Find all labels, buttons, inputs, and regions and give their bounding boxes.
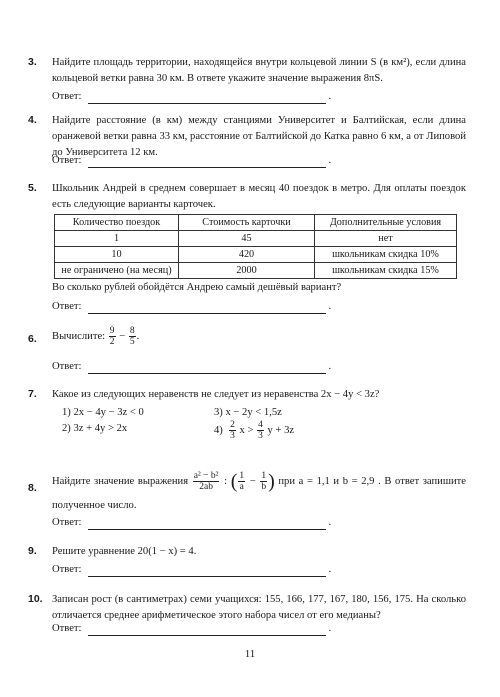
answer-line-10[interactable]: [88, 625, 326, 636]
question-3-text: Найдите площадь территории, находящейся внутри кольцевой линии S (в км²), если длина кольцевой ветки равна 30 км. В ответе укажите значение выражения 8πS.: [52, 57, 466, 84]
answer-label: Ответ:: [52, 564, 82, 575]
option-2: 2) 3z + 4y > 2x: [62, 423, 128, 434]
fraction: $\frac{2}{3}$: [230, 420, 235, 441]
table-row: [55, 247, 457, 263]
question-6-number: 6.: [28, 333, 37, 345]
table-cell: 10: [55, 247, 179, 263]
question-5-question: Во сколько рублей обойдётся Андрею самый дешёвый вариант?: [52, 282, 342, 293]
answer-label: Ответ:: [52, 301, 82, 312]
answer-row-9: Ответ: .: [52, 564, 332, 575]
table-cell: 1: [55, 231, 179, 247]
answer-line-3[interactable]: [88, 93, 326, 104]
question-7-number: 7.: [28, 388, 37, 400]
fraction: $\frac{9}{2}$: [109, 326, 115, 348]
answer-label: Ответ:: [52, 91, 82, 102]
answer-line-5[interactable]: [88, 303, 326, 314]
answer-label: Ответ:: [52, 361, 82, 372]
answer-line-8[interactable]: [88, 519, 326, 530]
question-5-number: 5.: [28, 182, 37, 194]
answer-row-10: Ответ: .: [52, 623, 332, 634]
answer-row-6: Ответ: .: [52, 361, 332, 372]
table-cell: нет: [315, 231, 457, 247]
table-header: Стоимость карточки: [179, 215, 315, 231]
table-cell: 2000: [179, 263, 315, 279]
fraction: $\frac{\text{a² − b²}}{2ab}$: [193, 471, 219, 493]
question-6-text: Вычислите: $\frac{9}{2}$ − $\frac{8}{5}$ .: [52, 326, 140, 348]
table-header: Дополнительные условия: [315, 215, 457, 231]
table-header-row: [55, 215, 457, 231]
question-8-number: 8.: [28, 482, 37, 494]
option-1: 1) 2x − 4y − 3z < 0: [62, 407, 144, 418]
table-header: Количество поездок: [55, 215, 179, 231]
answer-label: Ответ:: [52, 623, 82, 634]
table-cell: 45: [179, 231, 315, 247]
question-7-text: Какое из следующих неравенств не следует из неравенства 2x − 4y < 3z?: [52, 389, 380, 400]
fraction: $\frac{1}{a}$: [239, 471, 245, 493]
table-row: [55, 231, 457, 247]
table-row: [55, 263, 457, 279]
question-8-text: Найдите значение выражения $\frac{\text{a² − b²}}{2ab}$ : ( $\frac{1}{a}$ − $\frac{1}{b}$ ) при a = 1,1 и b = 2,9 . В ответ запишите полученное число.: [52, 470, 466, 511]
answer-line-9[interactable]: [88, 566, 326, 577]
question-3-number: 3.: [28, 56, 37, 68]
fraction: $\frac{4}{3}$: [258, 420, 263, 441]
answer-row-8: Ответ: .: [52, 517, 332, 528]
table-cell: школьникам скидка 15%: [315, 263, 457, 279]
answer-row-3: Ответ: .: [52, 91, 332, 102]
question-9-text: Решите уравнение 20(1 − x) = 4.: [52, 546, 197, 557]
page-number: 11: [244, 648, 256, 660]
question-10-number: 10.: [28, 593, 43, 605]
answer-line-6[interactable]: [88, 363, 326, 374]
question-5-text: Школьник Андрей в среднем совершает в месяц 40 поездок в метро. Для оплаты поездок есть следующие варианты карточек.: [52, 183, 466, 210]
question-10-text: Записан рост (в сантиметрах) семи учащихся: 155, 166, 177, 167, 180, 156, 175. На сколько отличается среднее арифметическое этого набора чисел от его медианы?: [52, 594, 466, 621]
question-4-number: 4.: [28, 114, 37, 126]
option-3: 3) x − 2y < 1,5z: [214, 407, 282, 418]
question-4-text: Найдите расстояние (в км) между станциями Университет и Балтийская, если длина оранжевой ветки равна 33 км, расстояние от Балтийской до Катка равно 6 км, а от Липовой до Университета 12 км.: [52, 115, 466, 158]
answer-row-5: Ответ: .: [52, 301, 332, 312]
table-cell: 420: [179, 247, 315, 263]
fraction: $\frac{8}{5}$: [129, 326, 135, 348]
question-9-number: 9.: [28, 545, 37, 557]
table-cell: школьникам скидка 10%: [315, 247, 457, 263]
answer-row-4: Ответ: .: [52, 155, 332, 166]
answer-label: Ответ:: [52, 517, 82, 528]
answer-line-4[interactable]: [88, 157, 326, 168]
answer-label: Ответ:: [52, 155, 82, 166]
fraction: $\frac{1}{b}$: [261, 471, 267, 493]
table-cell: не ограничено (на месяц): [55, 263, 179, 279]
option-4: 4) $\frac{2}{3}$ x > $\frac{4}{3}$ y + 3z: [214, 420, 295, 441]
tariff-table: [54, 214, 457, 279]
